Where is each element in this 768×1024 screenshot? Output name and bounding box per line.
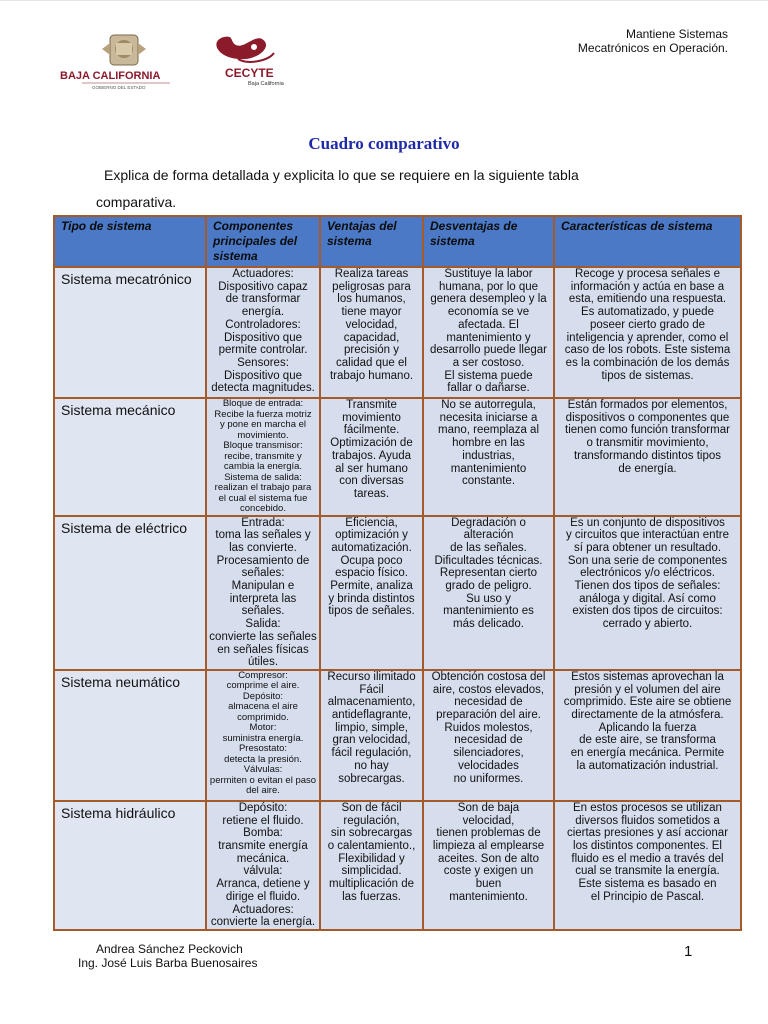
subject-line-2: Mecatrónicos en Operación. (577, 41, 728, 55)
advantages-cell: Eficiencia, optimización y automatización. Ocupa poco espacio físico. Permite, analiza y brinda distintos tipos de señales. (320, 516, 423, 670)
logo1-text: BAJA CALIFORNIA (60, 70, 161, 82)
system-name: Sistema hidráulico (54, 801, 206, 930)
footer-authors (78, 942, 257, 970)
disadvantages-cell: No se autorregula, necesita iniciarse a mano, reemplaza al hombre en las industrias, mantenimiento constante. (423, 398, 554, 516)
logo2-text: CECYTE (225, 66, 274, 80)
page-number: 1 (684, 943, 693, 960)
baja-california-seal-icon (102, 35, 146, 65)
components-cell: Depósito: retiene el fluido. Bomba: transmite energía mecánica. válvula: Arranca, detiene y dirige el fluido. Actuadores: convierte la energía. (206, 801, 320, 930)
characteristics-cell: Están formados por elementos, dispositivos o componentes que tienen como función transformar o transmitir movimiento, transformando distintos tipos de energía. (554, 398, 741, 516)
table-header-row (54, 216, 741, 267)
system-name: Sistema mecánico (54, 398, 206, 516)
advantages-cell: Son de fácil regulación, sin sobrecargas o calentamiento., Flexibilidad y simplicidad. multiplicación de las fuerzas. (320, 801, 423, 930)
advantages-cell: Recurso ilimitado Fácil almacenamiento, antideflagrante, limpio, simple, gran velocidad, fácil regulación, no hay sobrecargas. (320, 670, 423, 801)
subject-line-1: Mantiene Sistemas (625, 27, 728, 41)
page-header (0, 0, 768, 113)
advantages-cell: Realiza tareas peligrosas para los humanos, tiene mayor velocidad, capacidad, precisión y calidad que el trabajo humano. (320, 267, 423, 398)
page-title: Cuadro comparativo (308, 134, 460, 153)
characteristics-cell: Estos sistemas aprovechan la presión y el volumen del aire comprimido. Este aire se obtiene directamente de la atmósfera. Aplicando la fuerza de este aire, se transforma en energía mecánica. Permite la automatización industrial. (554, 670, 741, 801)
header-system-type: Tipo de sistema (54, 216, 206, 267)
footer-author-2: Ing. José Luis Barba Buenosaires (78, 956, 258, 970)
logos (58, 31, 318, 95)
logo1-sub: GOBIERNO DEL ESTADO (92, 85, 146, 90)
table-row (54, 670, 741, 801)
header-characteristics: Características de sistema (554, 216, 741, 267)
disadvantages-cell: Degradación o alteración de las señales. Dificultades técnicas. Representan cierto grado de peligro. Su uso y mantenimiento es más delicado. (423, 516, 554, 670)
cecyte-logo-icon (216, 37, 274, 62)
comparison-table (53, 215, 742, 931)
components-cell: Actuadores: Dispositivo capaz de transformar energía. Controladores: Dispositivo que permite controlar. Sensores: Dispositivo que detecta magnitudes. (206, 267, 320, 398)
system-name: Sistema mecatrónico (54, 267, 206, 398)
characteristics-cell: Recoge y procesa señales e información y actúa en base a esta, emitiendo una respuesta. Es automatizado, y puede poseer cierto grado de inteligencia y aprender, como el caso de los robots. Este sistema es la combinación de los demás tipos de sistemas. (554, 267, 741, 398)
characteristics-cell: Es un conjunto de dispositivos y circuitos que interactúan entre sí para obtener un resultado. Son una serie de componentes electrónicos y/o eléctricos. Tienen dos tipos de señales: análoga y digital. Así como existen dos tipos de circuitos: cerrado y abierto. (554, 516, 741, 670)
disadvantages-cell: Obtención costosa del aire, costos elevados, necesidad de preparación del aire. Ruidos molestos, necesidad de silenciadores, velocidades no uniformes. (423, 670, 554, 801)
instructions-line-2: comparativa. (96, 194, 177, 210)
components-cell: Entrada: toma las señales y las convierte. Procesamiento de señales: Manipulan e interpreta las señales. Salida: convierte las señales en señales físicas útiles. (206, 516, 320, 670)
footer-author-1: Andrea Sánchez Peckovich (96, 942, 243, 956)
table-row (54, 801, 741, 930)
characteristics-cell: En estos procesos se utilizan diversos fluidos sometidos a ciertas presiones y así accionar los distintos componentes. El fluido es el medio a través del cual se transmite la energía. Este sistema es basado en el Principio de Pascal. (554, 801, 741, 930)
table-row (54, 516, 741, 670)
instructions-line-1: Explica de forma detallada y explicita lo que se requiere en la siguiente tabla (104, 167, 579, 183)
header-disadvantages: Desventajas de sistema (423, 216, 554, 267)
logo2-sub: Baja California (248, 81, 284, 87)
system-name: Sistema de eléctrico (54, 516, 206, 670)
system-name: Sistema neumático (54, 670, 206, 801)
disadvantages-cell: Son de baja velocidad, tienen problemas de limpieza al emplearse aceites. Son de alto coste y exigen un buen mantenimiento. (423, 801, 554, 930)
header-advantages: Ventajas del sistema (320, 216, 423, 267)
table-row (54, 267, 741, 398)
disadvantages-cell: Sustituye la labor humana, por lo que genera desempleo y la economía se ve afectada. El mantenimiento y desarrollo puede llegar a ser costoso. El sistema puede fallar o dañarse. (423, 267, 554, 398)
table-row (54, 398, 741, 516)
components-cell: Compresor: comprime el aire. Depósito: almacena el aire comprimido. Motor: suministra energía. Presostato: detecta la presión. Válvulas: permiten o evitan el paso del aire. (206, 670, 320, 801)
instructions (96, 162, 696, 216)
header-components: Componentes principales del sistema (206, 216, 320, 267)
document-subject (428, 27, 728, 55)
advantages-cell: Transmite movimiento fácilmente. Optimización de trabajos. Ayuda al ser humano con diversas tareas. (320, 398, 423, 516)
components-cell: Bloque de entrada: Recibe la fuerza motriz y pone en marcha el movimiento. Bloque transmisor: recibe, transmite y cambia la energía. Sistema de salida: realizan el trabajo para el cual el sistema fue concebido. (206, 398, 320, 516)
